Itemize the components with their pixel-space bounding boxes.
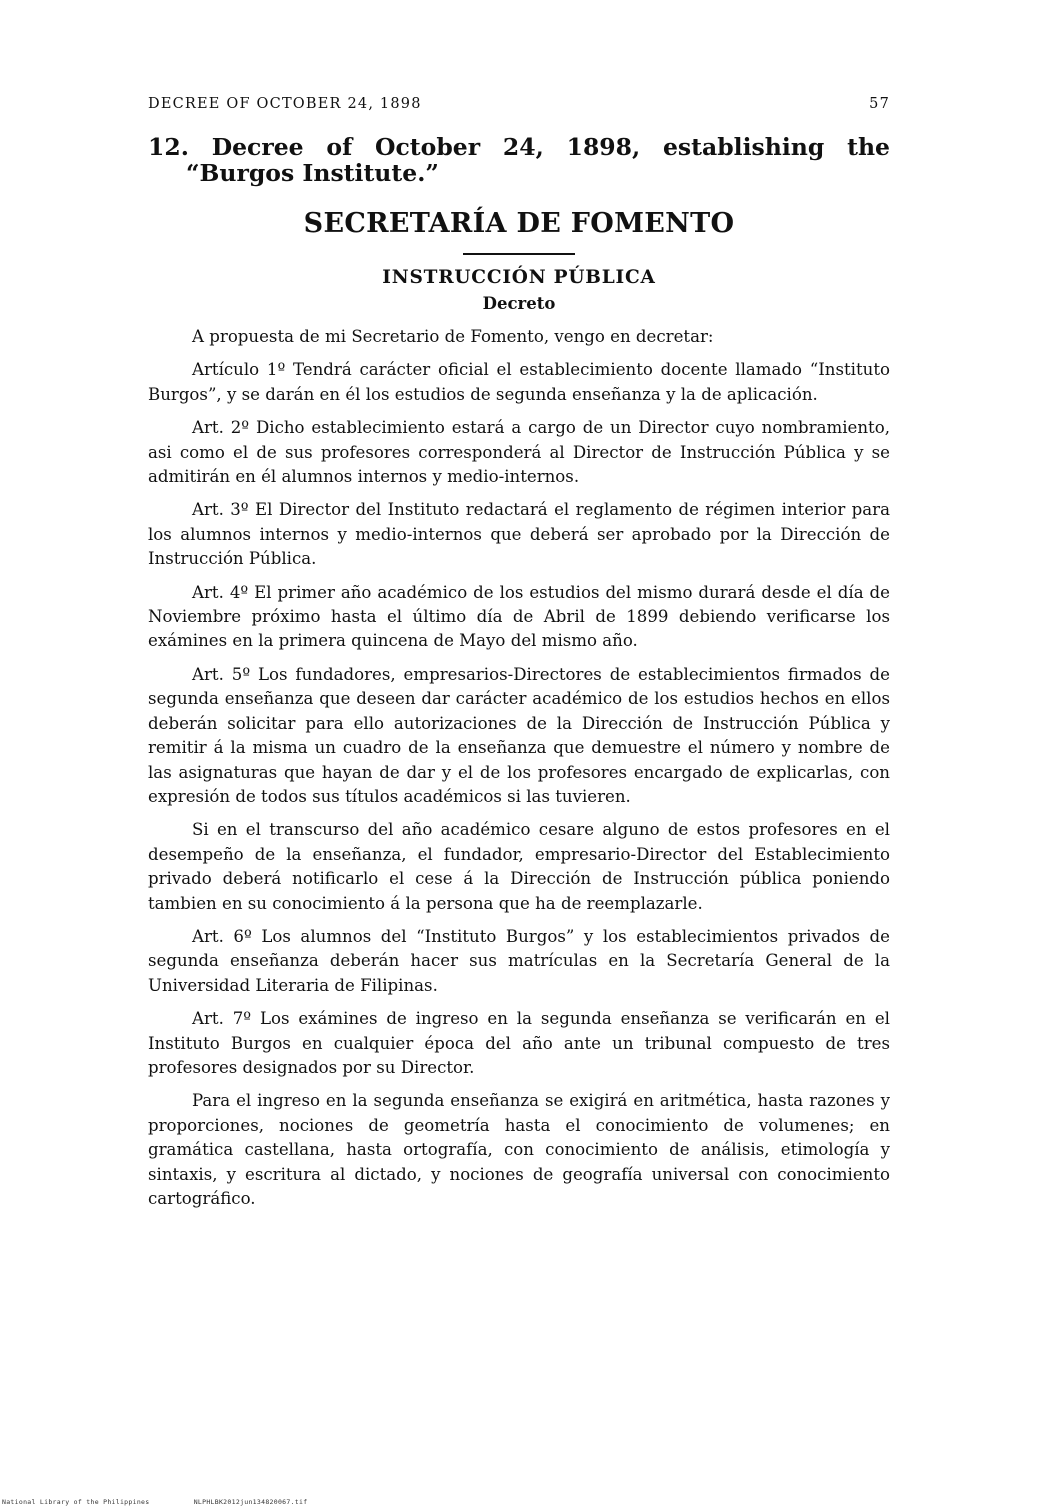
running-title: DECREE OF OCTOBER 24, 1898	[148, 96, 422, 112]
footer-source: National Library of the Philippines	[2, 1498, 150, 1506]
paragraph-article-1: Artículo 1º Tendrá carácter oficial el establecimiento docente llamado “Instituto Burgos”, y se darán en él los estudios de segunda enseñanza y la de aplicación.	[148, 360, 890, 404]
section-heading: INSTRUCCIÓN PÚBLICA	[382, 267, 656, 288]
paragraph-preamble: A propuesta de mi Secretario de Fomento, vengo en decretar:	[192, 327, 714, 346]
running-head	[148, 96, 890, 112]
footer-file-id: NLPHLBK2012jun134820067.tif	[193, 1498, 308, 1506]
heading-rule	[463, 253, 575, 255]
paragraph-article-3: Art. 3º El Director del Instituto redactará el reglamento de régimen interior para los alumnos internos y medio-internos que deberá ser aprobado por la Dirección de Instrucción Pública.	[148, 500, 890, 569]
paragraph-article-5-cont: Si en el transcurso del año académico cesare alguno de estos profesores en el desempeño de la enseñanza, el fundador, empresario-Director del Establecimiento privado deberá notificarlo el cese á la Dirección de Instrucción pública poniendo tambien en su conocimiento á la persona que ha de reemplazarle.	[148, 820, 890, 913]
paragraph-article-7-cont: Para el ingreso en la segunda enseñanza se exigirá en aritmética, hasta razones y proporciones, nociones de geometría hasta el conocimiento de volumenes; en gramática castellana, hasta ortografía, con conocimiento de análisis, etimología y sintaxis, y escritura al dictado, y nociones de geografía universal con conocimiento cartográfico.	[148, 1091, 890, 1208]
scan-footer	[2, 1498, 347, 1506]
paragraph-article-2: Art. 2º Dicho establecimiento estará a cargo de un Director cuyo nombramiento, asi como el de sus profesores corresponderá al Director de Instrucción Pública y se admitirán en él alumnos internos y medio-internos.	[148, 418, 890, 487]
page-number: 57	[869, 96, 890, 112]
document-title: 12. Decree of October 24, 1898, establishing the “Burgos Institute.”	[148, 133, 890, 187]
paragraph-article-6: Art. 6º Los alumnos del “Instituto Burgos” y los establecimientos privados de segunda enseñanza deberán hacer sus matrículas en la Secretaría General de la Universidad Literaria de Filipinas.	[148, 926, 890, 995]
document-page	[148, 96, 890, 1220]
subsection-heading: Decreto	[482, 294, 556, 313]
paragraph-article-5: Art. 5º Los fundadores, empresarios-Directores de establecimientos firmados de segunda enseñanza que deseen dar carácter académico de los estudios hechos en ellos deberán solicitar para ello autorizaciones de la Dirección de Instrucción Pública y remitir á la misma un cuadro de la enseñanza que demuestre el número y nombre de las asignaturas que hayan de dar y el de los profesores encargado de explicarlas, con expresión de todos sus títulos académicos si las tuvieren.	[148, 664, 890, 806]
department-heading: SECRETARÍA DE FOMENTO	[303, 208, 735, 239]
paragraph-article-4: Art. 4º El primer año académico de los estudios del mismo durará desde el día de Noviembre próximo hasta el último día de Abril de 1899 debiendo verificarse los exámines en la primera quincena de Mayo del mismo año.	[148, 582, 890, 651]
paragraph-article-7: Art. 7º Los exámines de ingreso en la segunda enseñanza se verificarán en el Instituto Burgos en cualquier época del año ante un tribunal compuesto de tres profesores designados por su Director.	[148, 1009, 890, 1077]
